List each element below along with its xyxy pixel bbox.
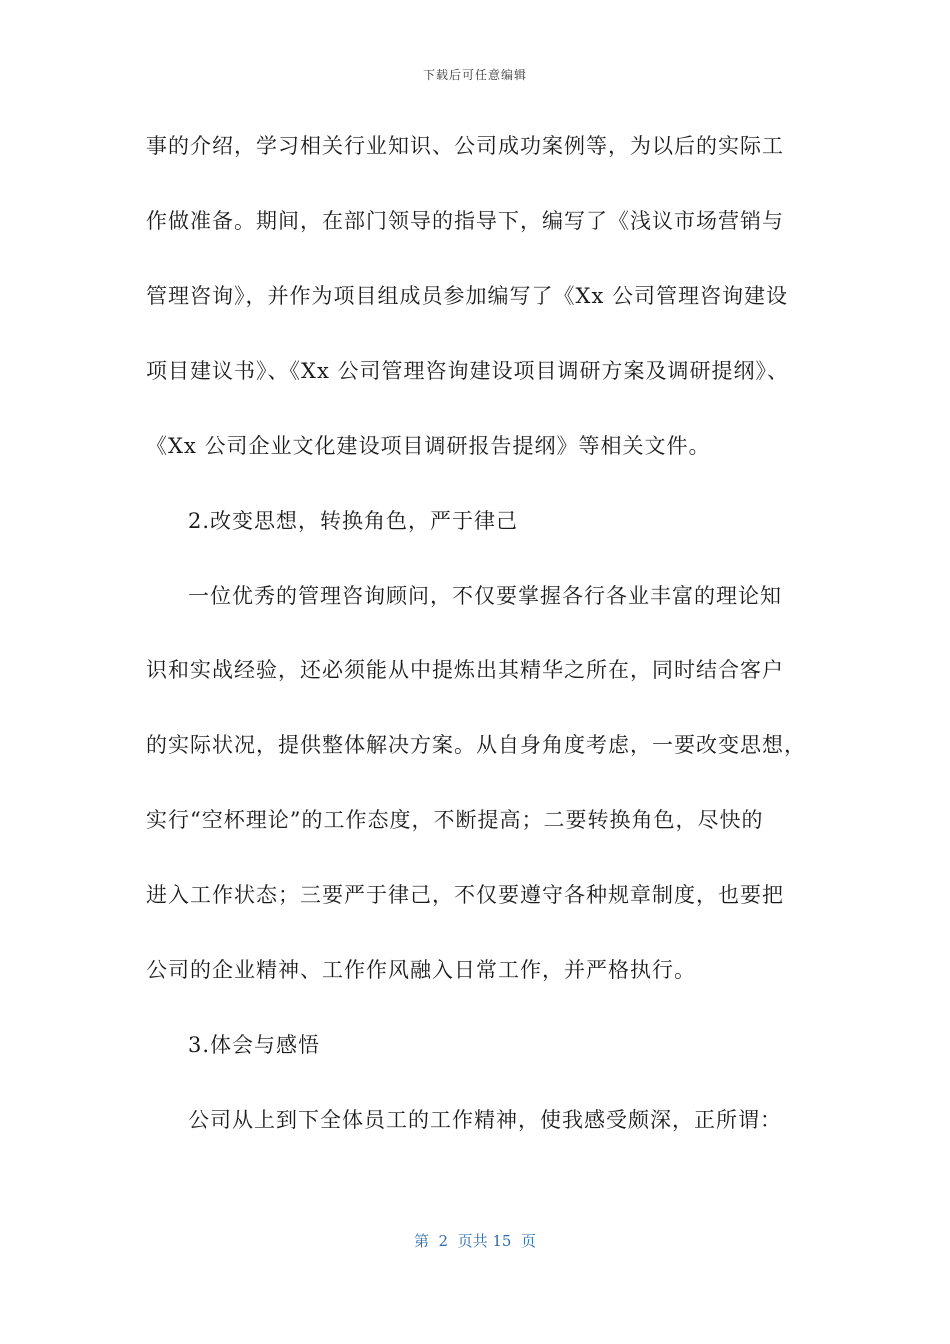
paragraph-line: 进入工作状态；三要严于律己，不仅要遵守各种规章制度，也要把	[146, 883, 784, 907]
paragraph-line: 的实际状况，提供整体解决方案。从自身角度考虑，一要改变思想，	[146, 733, 806, 757]
page-footer: 第 2 页共 15 页	[413, 1232, 536, 1250]
paragraph-line: 公司从上到下全体员工的工作精神，使我感受颇深，正所谓：	[188, 1108, 782, 1132]
paragraph-line: 实行“空杯理论”的工作态度，不断提高；二要转换角色，尽快的	[146, 808, 764, 832]
paragraph-line: 识和实战经验，还必须能从中提炼出其精华之所在，同时结合客户	[146, 658, 784, 682]
paragraph-line: 项目建议书》、《Xx 公司管理咨询建设项目调研方案及调研提纲》、	[146, 359, 789, 383]
paragraph-line: 管理咨询》，并作为项目组成员参加编写了《Xx 公司管理咨询建设	[146, 284, 788, 308]
paragraph-line: 公司的企业精神、工作作风融入日常工作，并严格执行。	[146, 958, 696, 982]
paragraph-line: 一位优秀的管理咨询顾问，不仅要掌握各行各业丰富的理论知	[188, 584, 782, 608]
section-heading: 2.改变思想，转换角色，严于律己	[188, 509, 519, 533]
paragraph-line: 作做准备。期间，在部门领导的指导下，编写了《浅议市场营销与	[146, 209, 784, 233]
section-heading: 3.体会与感悟	[188, 1033, 321, 1057]
paragraph-line: 事的介绍，学习相关行业知识、公司成功案例等，为以后的实际工	[146, 134, 784, 158]
page-header: 下载后可任意编辑	[422, 68, 527, 82]
paragraph-line: 《Xx 公司企业文化建设项目调研报告提纲》等相关文件。	[146, 434, 711, 458]
